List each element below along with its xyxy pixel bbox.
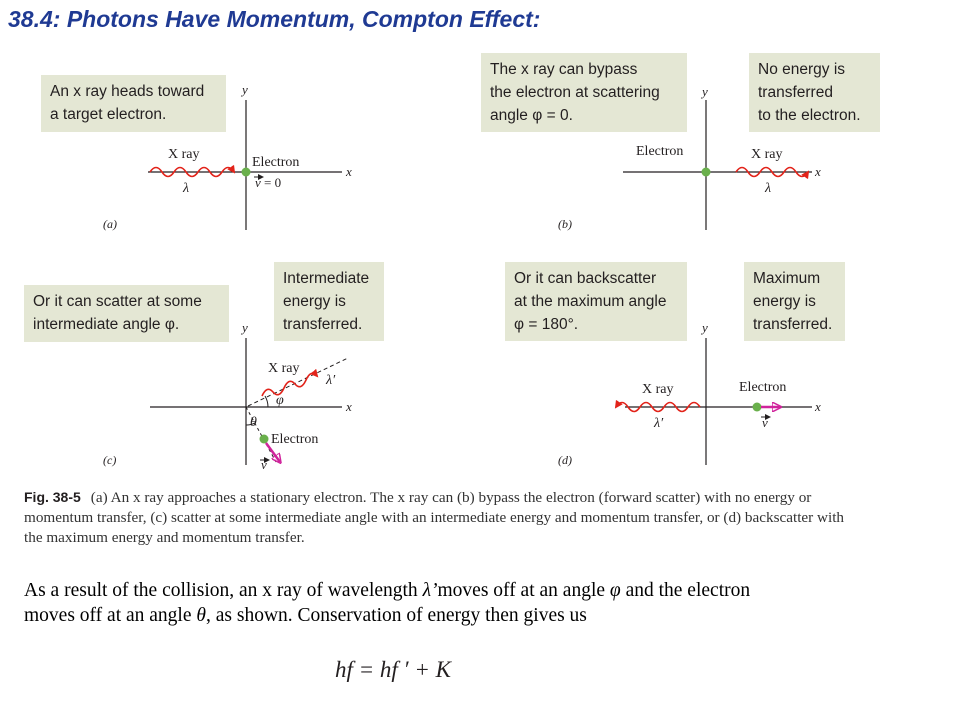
electron-dot <box>702 168 711 177</box>
note-line: to the electron. <box>758 107 861 124</box>
x-axis-label: x <box>815 164 821 179</box>
note-line: angle φ = 0. <box>490 107 573 124</box>
text-run: and the electron <box>620 580 751 601</box>
note-line: Or it can backscatter <box>514 270 657 287</box>
y-axis-label: y <box>702 84 708 99</box>
text-run: moves off at an angle <box>24 605 197 626</box>
energy-conservation-equation: hf = hf ′ + K <box>335 657 451 682</box>
caption-text: (a) An x ray approaches a stationary electron. The x ray can (b) bypass the electron (forward scatter) with no energy or momentum transfer, (c) scatter at some intermediate angle with an intermediate energy and momentum transfer, or (d) backscatter with the maximum energy and momentum transfer. <box>24 489 845 546</box>
figure-caption <box>24 487 844 548</box>
xray-label: X ray <box>642 382 674 397</box>
body-line-1 <box>24 578 944 603</box>
electron-label: Electron <box>636 144 684 159</box>
electron-label: Electron <box>739 380 787 395</box>
text-run: moves off at an angle <box>437 580 610 601</box>
electron-label: Electron <box>252 155 300 170</box>
panel-c <box>103 320 352 472</box>
panel-d <box>558 320 821 467</box>
lambda-prime-symbol: λ’ <box>422 580 438 601</box>
note-line: The x ray can bypass <box>490 61 638 78</box>
velocity-symbol: v <box>261 457 267 472</box>
phi-label: φ <box>276 393 284 408</box>
text-run: As a result of the collision, an x ray of wavelength <box>24 580 423 601</box>
y-axis-label: y <box>242 82 248 97</box>
text-run: , as shown. Conservation of energy then gives us <box>205 605 587 626</box>
figure-number: Fig. 38-5 <box>24 489 81 505</box>
x-axis-label: x <box>346 399 352 414</box>
scattered-xray-wave <box>262 373 317 396</box>
note-line: Or it can scatter at some <box>33 293 202 310</box>
panel-b <box>558 84 821 231</box>
y-axis-label: y <box>702 320 708 335</box>
wavelength-label: λ <box>183 181 190 196</box>
electron-dot <box>753 403 762 412</box>
wavelength-label: λ′ <box>326 373 336 388</box>
note-line: No energy is <box>758 61 846 78</box>
panel-tag: (a) <box>103 217 117 231</box>
x-axis-label: x <box>815 399 821 414</box>
note-line: at the maximum angle <box>514 293 667 310</box>
panel-tag: (d) <box>558 453 572 467</box>
note-line: An x ray heads toward <box>50 83 205 100</box>
panel-tag: (b) <box>558 217 572 231</box>
x-axis-label: x <box>346 164 352 179</box>
theta-label: θ <box>250 415 257 430</box>
panel-a <box>103 82 352 231</box>
note-line: the electron at scattering <box>490 84 660 101</box>
note-line: transferred <box>758 84 833 101</box>
theta-symbol: θ <box>196 605 206 626</box>
xray-label: X ray <box>268 361 300 376</box>
electron-dot <box>260 435 269 444</box>
note-line: Maximum <box>753 270 821 287</box>
note-line: φ = 180°. <box>514 316 579 333</box>
note-line: a target electron. <box>50 106 167 123</box>
note-line: transferred. <box>753 316 833 333</box>
note-line: energy is <box>753 293 816 310</box>
wavelength-label: λ′ <box>654 416 664 431</box>
note-line: Intermediate <box>283 270 370 287</box>
xray-label: X ray <box>751 147 783 162</box>
phi-arc <box>265 396 268 407</box>
velocity-symbol: v <box>255 175 261 190</box>
xray-label: X ray <box>168 147 200 162</box>
electron-dot <box>242 168 251 177</box>
phi-symbol: φ <box>609 580 621 601</box>
velocity-symbol: v <box>762 415 768 430</box>
note-line: transferred. <box>283 316 363 333</box>
panel-tag: (c) <box>103 453 117 467</box>
wavelength-label: λ <box>765 181 772 196</box>
page-title: 38.4: Photons Have Momentum, Compton Effect: <box>8 6 541 32</box>
note-line: intermediate angle φ. <box>33 316 180 333</box>
note-line: energy is <box>283 293 346 310</box>
body-line-2 <box>24 603 944 628</box>
y-axis-label: y <box>242 320 248 335</box>
velocity-value: = 0 <box>264 175 282 190</box>
body-paragraph <box>24 578 944 628</box>
electron-label: Electron <box>271 432 319 447</box>
